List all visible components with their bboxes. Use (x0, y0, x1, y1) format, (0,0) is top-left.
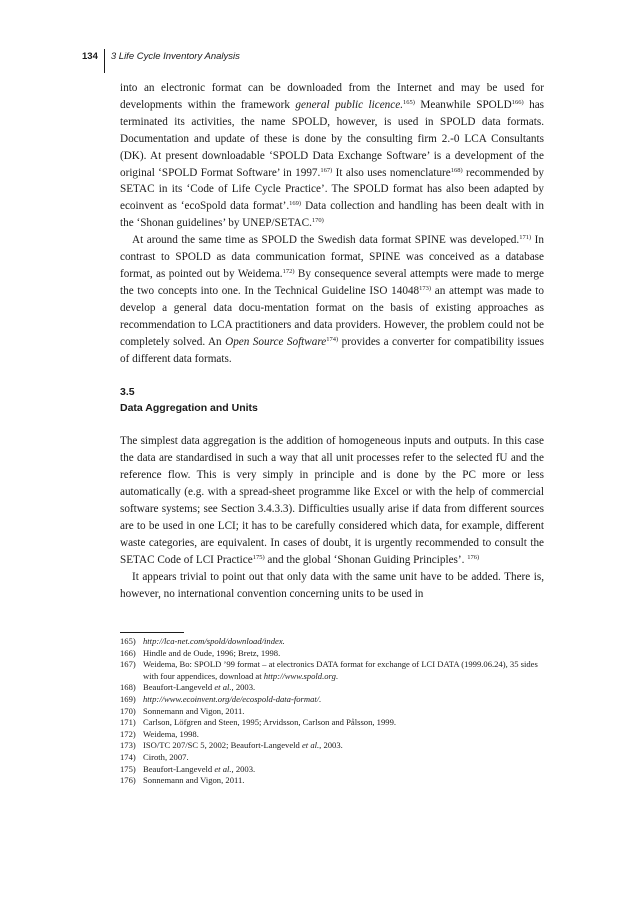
footnote (120, 729, 544, 741)
footnote-number: 168) (120, 682, 136, 693)
text-run: has terminated its activities, the name SPOLD, however, is used in SPOLD data formats. Documentation and update of these is done by the consulting firm 2.-0 LCA Consultants (DK). At present downloadable ‘SPOLD Data Exchange Software’ is a development of the original ‘SPOLD Format Software’ in 1997. (120, 98, 545, 179)
footnote-text: Sonnemann and Vigon, 2011. (143, 775, 245, 786)
footnote (120, 636, 544, 648)
footnote-rule (120, 632, 184, 633)
footnote-ref: 175) (252, 553, 265, 561)
footnote (120, 775, 544, 787)
footnote (120, 752, 544, 764)
text-run: an attempt was made to develop a general data docu-mentation format on the basis of existing approaches as recommendation to LCA practitioners and data providers. However, the problem could not be completely solved. An (120, 284, 544, 348)
footnote-ref: 168) (450, 166, 463, 174)
footnote (120, 694, 544, 706)
text-run: , 2003. (231, 763, 256, 774)
footnotes (120, 636, 544, 787)
footnote (120, 659, 544, 682)
footnote-link[interactable]: http://www.ecoinvent.org/de/ecospold-data-format/. (143, 693, 322, 704)
footnote-ref: 170) (311, 217, 324, 225)
chapter-title: 3 Life Cycle Inventory Analysis (110, 51, 240, 62)
footnote-link[interactable]: http://www.spold.org (263, 670, 336, 681)
italic-run: et al. (214, 682, 232, 693)
footnote (120, 764, 544, 776)
footnote-number: 165) (120, 636, 136, 646)
text-run: ISO/TC 207/SC 5, 2002; Beaufort-Langeveld (143, 740, 302, 751)
paragraph-spine (120, 232, 544, 367)
text-run: It appears trivial to point out that only data with the same unit have to be added. There is, however, no international convention concerning units to be used in (120, 570, 544, 600)
page-number: 134 (82, 51, 98, 62)
footnote-ref: 173) (419, 284, 432, 292)
text-run: In contrast to SPOLD as data communication format, SPINE was conceived as a database format, as pointed out by Weidema. (120, 234, 544, 280)
footnote-number: 170) (120, 705, 136, 716)
italic-run: Open Source Software (225, 335, 327, 348)
footnote-ref: 167) (320, 166, 333, 174)
paragraph-spold (120, 80, 544, 232)
footnote-text: Hindle and de Oude, 1996; Bretz, 1998. (143, 647, 281, 658)
text-run: It also uses nomenclature (332, 166, 451, 179)
footnote (120, 740, 544, 752)
text-run: provides a converter for compatibility issues of different data formats. (120, 335, 545, 365)
text-run: Beaufort-Langeveld (143, 682, 215, 693)
text-run: . (335, 670, 339, 681)
footnote-text (143, 764, 544, 776)
section-number: 3.5 (120, 386, 135, 399)
footnote-number: 176) (120, 775, 136, 786)
italic-run: et al. (301, 740, 320, 751)
footnote-text: Weidema, 1998. (143, 728, 199, 739)
text-run: and the global ‘Shonan Guiding Principles’. (264, 553, 468, 566)
body-text (120, 80, 544, 602)
text-run: , 2003. (231, 682, 256, 693)
footnote-number: 169) (120, 693, 136, 704)
text-run: Meanwhile SPOLD (414, 98, 512, 111)
footnote-number: 172) (120, 728, 136, 739)
text-run: into an electronic format can be downloaded from the Internet and may be used for developments within the framework (120, 82, 544, 111)
running-head (82, 49, 240, 71)
footnote-number: 173) (120, 740, 136, 751)
footnote-text: Sonnemann and Vigon, 2011. (143, 705, 245, 716)
italic-run: et al. (214, 763, 232, 774)
text-run: Weidema, Bo: SPOLD ’99 format – at electronics DATA format for exchange of LCI DATA (1999.06.24), 35 sides with four appendices, download at (143, 659, 538, 681)
footnote-ref: 176) (467, 553, 480, 561)
text-run: Beaufort-Langeveld (143, 763, 215, 774)
italic-run: general public licence. (295, 98, 404, 111)
text-run: The simplest data aggregation is the addition of homogeneous inputs and outputs. In this case the data are standardised in such a way that all unit processes refer to the selected fU and the reference flow. This is very simply in principle and is done by the PC more or less automatically (e.g. with a spread-sheet programme like Excel or with the help of commercial software systems; see Section 3.4.3.3). Difficulties usually arise if data from different sources are to be used in one LCI; it has to be carefully considered which data, for example, different waste categories, are equivalent. In cases of doubt, it is urgently recommended to consult the SETAC Code of LCI Practice (120, 435, 544, 566)
text-run: , 2003. (319, 740, 343, 751)
text-run: By consequence several attempts were made to merge the two concepts into one. In the Technical Guideline ISO 14048 (120, 267, 544, 297)
footnote-ref: 169) (289, 200, 302, 208)
text-run: recommended by SETAC in its ‘Code of Life Cycle Practice’. The SPOLD format has also been adapted by ecoinvent as ‘ecoSpold data format’. (120, 166, 544, 213)
footnote-ref: 171) (519, 234, 532, 242)
footnote-text (143, 659, 544, 682)
footnote-link[interactable]: http://lca-net.com/spold/download/index. (143, 636, 285, 646)
footnote-text (143, 682, 544, 694)
footnote (120, 648, 544, 660)
header-rule (104, 49, 105, 73)
footnote-number: 174) (120, 751, 136, 762)
paragraph-aggregation (120, 433, 544, 568)
footnote-ref: 165) (403, 98, 415, 106)
footnote-ref: 166) (511, 98, 524, 106)
footnote-ref: 172) (282, 267, 295, 275)
section-title: Data Aggregation and Units (120, 402, 258, 415)
footnote (120, 682, 544, 694)
footnote-text: Ciroth, 2007. (143, 751, 189, 762)
footnote (120, 717, 544, 729)
footnote-text (143, 740, 544, 752)
text-run: At around the same time as SPOLD the Swedish data format SPINE was developed. (132, 234, 520, 247)
footnote-text: Carlson, Löfgren and Steen, 1995; Arvidsson, Carlson and Pålsson, 1999. (143, 717, 397, 728)
paragraph-units (120, 569, 544, 603)
text-run: Data collection and handling has been dealt with in the ‘Shonan guidelines’ by UNEP/SETAC. (120, 200, 544, 230)
footnote-number: 167) (120, 659, 136, 670)
footnote (120, 706, 544, 718)
footnote-number: 166) (120, 647, 136, 658)
footnote-number: 175) (120, 763, 136, 774)
section-heading (120, 384, 544, 416)
footnote-ref: 174) (326, 335, 339, 343)
footnote-number: 171) (120, 717, 136, 728)
